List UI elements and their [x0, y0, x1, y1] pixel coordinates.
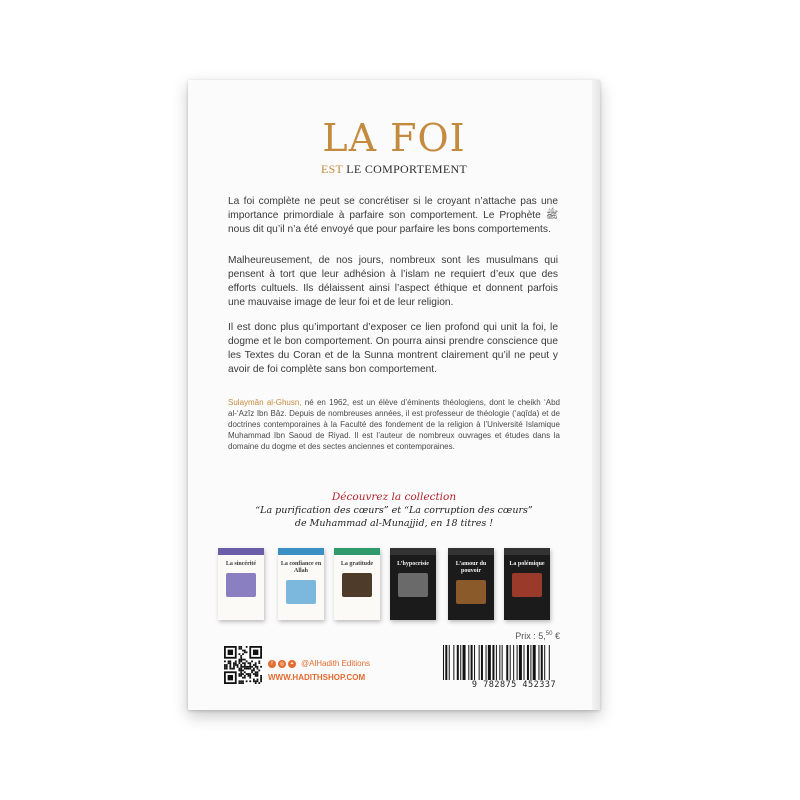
book-illustration: [398, 573, 428, 597]
book-band: [218, 548, 264, 555]
facebook-icon: f: [268, 660, 276, 668]
collection-promo: [188, 490, 600, 530]
price-currency: €: [552, 631, 560, 641]
book-title: La gratitude: [340, 561, 374, 567]
collection-book: [390, 548, 436, 620]
collection-book: [218, 548, 264, 620]
book-band: [278, 548, 324, 555]
twitter-icon: ✦: [289, 660, 295, 667]
social-links: [268, 659, 370, 668]
author-name: Sulaymân al-Ghusn,: [228, 398, 302, 407]
isbn-number: 9 782875 452337: [471, 680, 557, 690]
subtitle-rest: LE COMPORTEMENT: [342, 162, 468, 176]
book-title: La polémique: [509, 561, 545, 567]
book-band: [504, 548, 550, 555]
book-illustration: [342, 573, 372, 597]
book-illustration: [512, 573, 542, 597]
social-handle: @AlHadith Editions: [301, 659, 371, 668]
book-title: La sincérité: [225, 561, 257, 567]
website-link: WWW.HADITHSHOP.COM: [268, 673, 366, 682]
book-band: [390, 548, 436, 555]
description-paragraph-1: La foi complète ne peut se concrétiser si le croyant n’attache pas une importance primordiale à parfaire son comportement. Le Prophète ﷺ nous dit qu’il n’a été envoyé que pour parfaire les bons comportements.: [228, 196, 558, 235]
book-title: L’amour du pouvoir: [455, 561, 487, 574]
subtitle-est: EST: [320, 162, 343, 176]
collection-books: [206, 548, 576, 632]
description-paragraph-3: Il est donc plus qu’important d’exposer ce lien profond qui unit la foi, le dogme et le bon comportement. On pourra ainsi prendre conscience que les Textes du Coran et de la Sunna montrent clairement qu’il ne peut y avoir de foi complète sans bon comportement.: [228, 322, 558, 375]
collection-byline: de Muhammad al-Munajjid, en 18 titres !: [294, 518, 494, 529]
qr-code-icon: [224, 646, 262, 684]
collection-book: [334, 548, 380, 620]
instagram-icon: ◎: [279, 660, 285, 667]
price-label: Prix : 5,: [515, 631, 546, 641]
collection-book: [448, 548, 494, 620]
author-bio-text: né en 1962, est un élève d’éminents théologiens, dont le cheikh ‘Abd al-‘Azîz Ibn Bâz. Depuis de nombreuses années, il est professeur de théologie (‘aqîda) et de doctrines contemporaines à la Faculté des fondement de la religion à l’Université Islamique Muhammad Ibn Saoud de Riyad. Il est l’auteur de nombreux ouvrages et études dans la domaine du dogme et des sectes anciennes et contemporaines.: [228, 398, 560, 451]
book-back-cover: [188, 80, 600, 710]
author-bio: [228, 397, 560, 452]
barcode: [443, 645, 585, 680]
book-illustration: [226, 573, 256, 597]
book-illustration: [286, 580, 316, 604]
collection-book: [278, 548, 324, 620]
cover-subtitle: [188, 162, 600, 177]
book-band: [448, 548, 494, 555]
price: [515, 631, 560, 641]
book-title: La confiance en Allah: [280, 561, 322, 574]
collection-heading: Découvrez la collection: [331, 491, 457, 503]
book-title: L’hypocrisie: [397, 561, 429, 567]
collection-book: [504, 548, 550, 620]
cover-title: LA FOI: [322, 116, 466, 160]
book-band: [334, 548, 380, 555]
collection-series: “La purification des cœurs” et “La corruption des cœurs”: [255, 505, 533, 516]
description-paragraph-2: Malheureusement, de nos jours, nombreux sont les musulmans qui pensent à tort que leur adhésion à l’islam ne requiert d’eux que des efforts cultuels. Ils délaissent ainsi l’aspect éthique et donnent parfois une mauvaise image de leur foi et de leur religion.: [228, 255, 558, 308]
book-illustration: [456, 580, 486, 604]
price-cents: 50: [545, 631, 553, 637]
